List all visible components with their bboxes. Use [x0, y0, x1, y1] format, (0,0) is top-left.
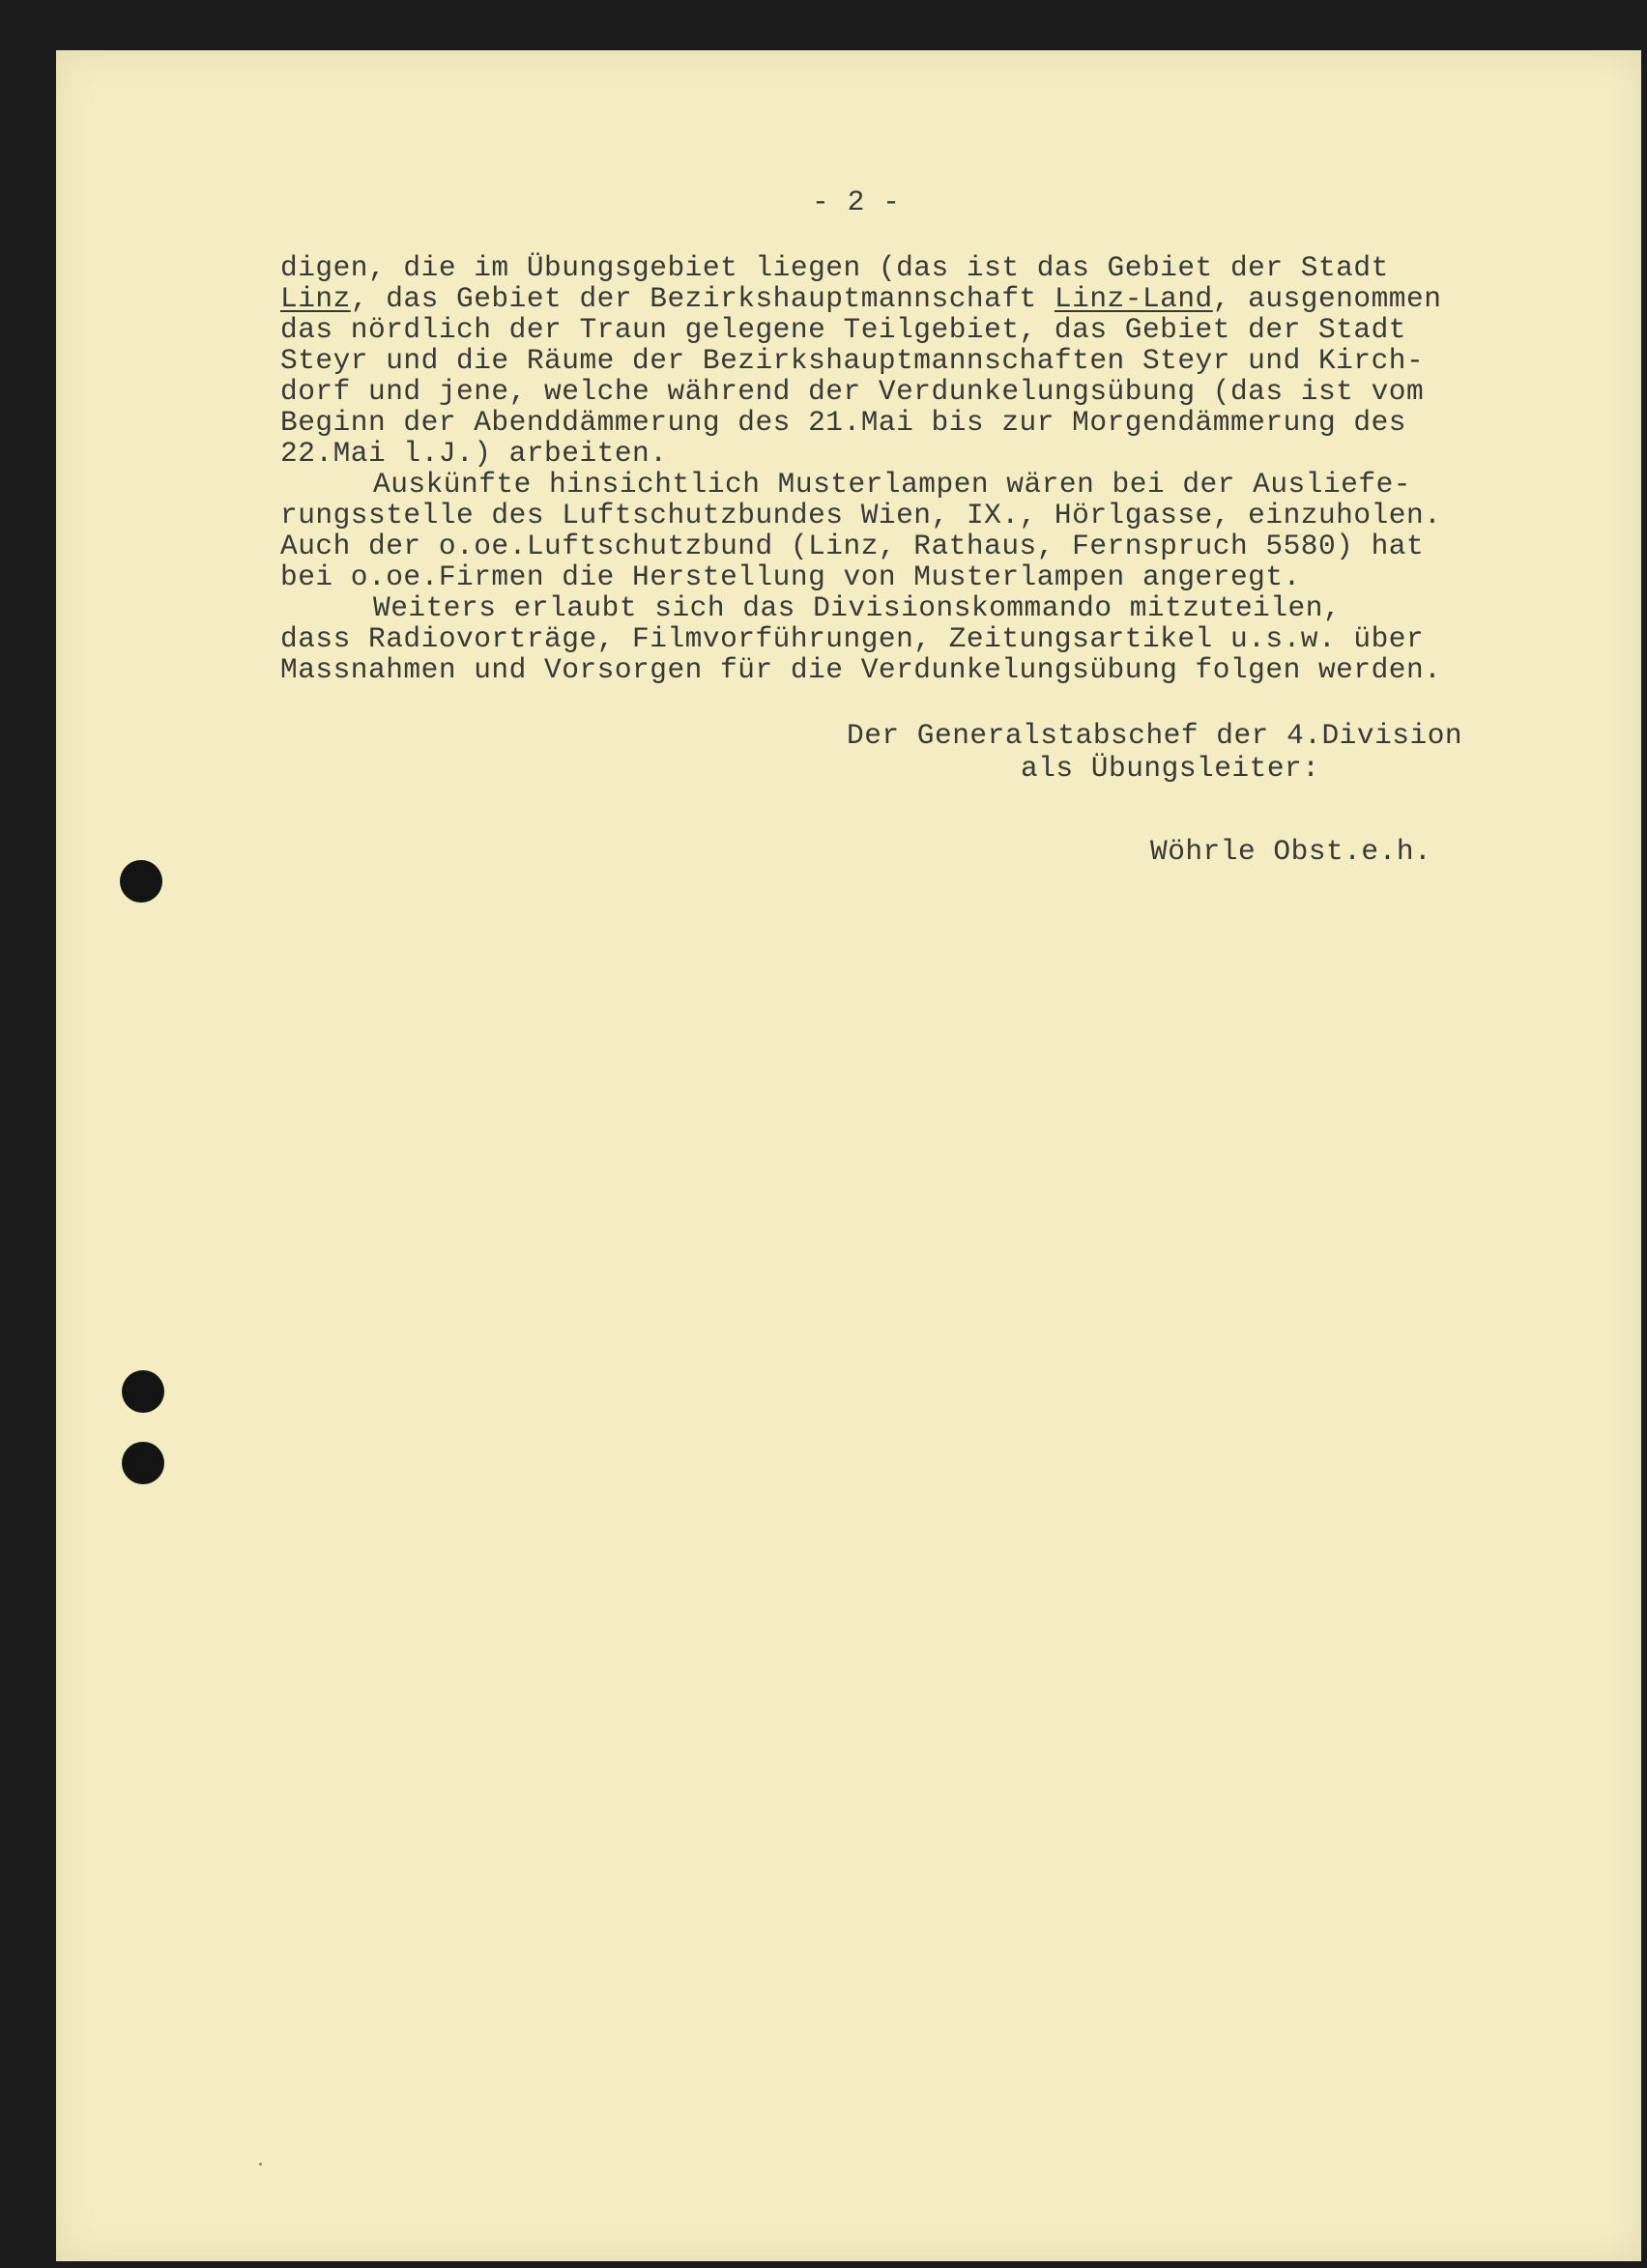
paragraph-1-line-4: Steyr und die Räume der Bezirkshauptmannschaften Steyr und Kirch- — [280, 344, 1425, 377]
paragraph-1-line-6: Beginn der Abenddämmerung des 21.Mai bis zur Morgendämmerung des — [280, 406, 1406, 439]
signature-title: Der Generalstabschef der 4.Division — [847, 719, 1463, 752]
underlined-place-linz: Linz — [280, 282, 351, 315]
paragraph-3-line-2: dass Radiovorträge, Filmvorführungen, Zeitungsartikel u.s.w. über — [280, 622, 1425, 655]
paragraph-1-line-2 — [280, 282, 1441, 315]
text-segment: , das Gebiet der Bezirkshauptmannschaft — [350, 282, 1055, 315]
paragraph-2-line-2: rungsstelle des Luftschutzbundes Wien, IX., Hörlgasse, einzuholen. — [280, 499, 1442, 531]
document-page — [56, 50, 1641, 2261]
paper-speck — [259, 2163, 262, 2166]
paragraph-1-line-3: das nördlich der Traun gelegene Teilgebiet, das Gebiet der Stadt — [280, 313, 1406, 346]
paragraph-2-line-1: Auskünfte hinsichtlich Musterlampen wären bei der Ausliefe- — [373, 468, 1411, 501]
paragraph-1-line-1: digen, die im Übungsgebiet liegen (das ist das Gebiet der Stadt — [280, 251, 1389, 284]
paragraph-3-line-1: Weiters erlaubt sich das Divisionskommando mitzuteilen, — [373, 591, 1342, 624]
page-number: - 2 - — [812, 186, 901, 218]
paragraph-2-line-4: bei o.oe.Firmen die Herstellung von Musterlampen angeregt. — [280, 560, 1301, 593]
signature-role: als Übungsleiter: — [1021, 752, 1320, 785]
text-segment: , ausgenommen — [1212, 282, 1442, 315]
punch-hole-middle — [122, 1370, 164, 1413]
paragraph-1-line-5: dorf und jene, welche während der Verdunkelungsübung (das ist vom — [280, 375, 1425, 408]
signature-name: Wöhrle Obst.e.h. — [1150, 835, 1432, 868]
paragraph-1-line-7: 22.Mai l.J.) arbeiten. — [280, 437, 668, 470]
paragraph-3-line-3: Massnahmen und Vorsorgen für die Verdunkelungsübung folgen werden. — [280, 653, 1442, 686]
punch-hole-bottom — [122, 1442, 164, 1484]
punch-hole-top — [120, 860, 162, 903]
underlined-place-linz-land: Linz-Land — [1054, 282, 1213, 315]
paragraph-2-line-3: Auch der o.oe.Luftschutzbund (Linz, Rathaus, Fernspruch 5580) hat — [280, 530, 1425, 562]
